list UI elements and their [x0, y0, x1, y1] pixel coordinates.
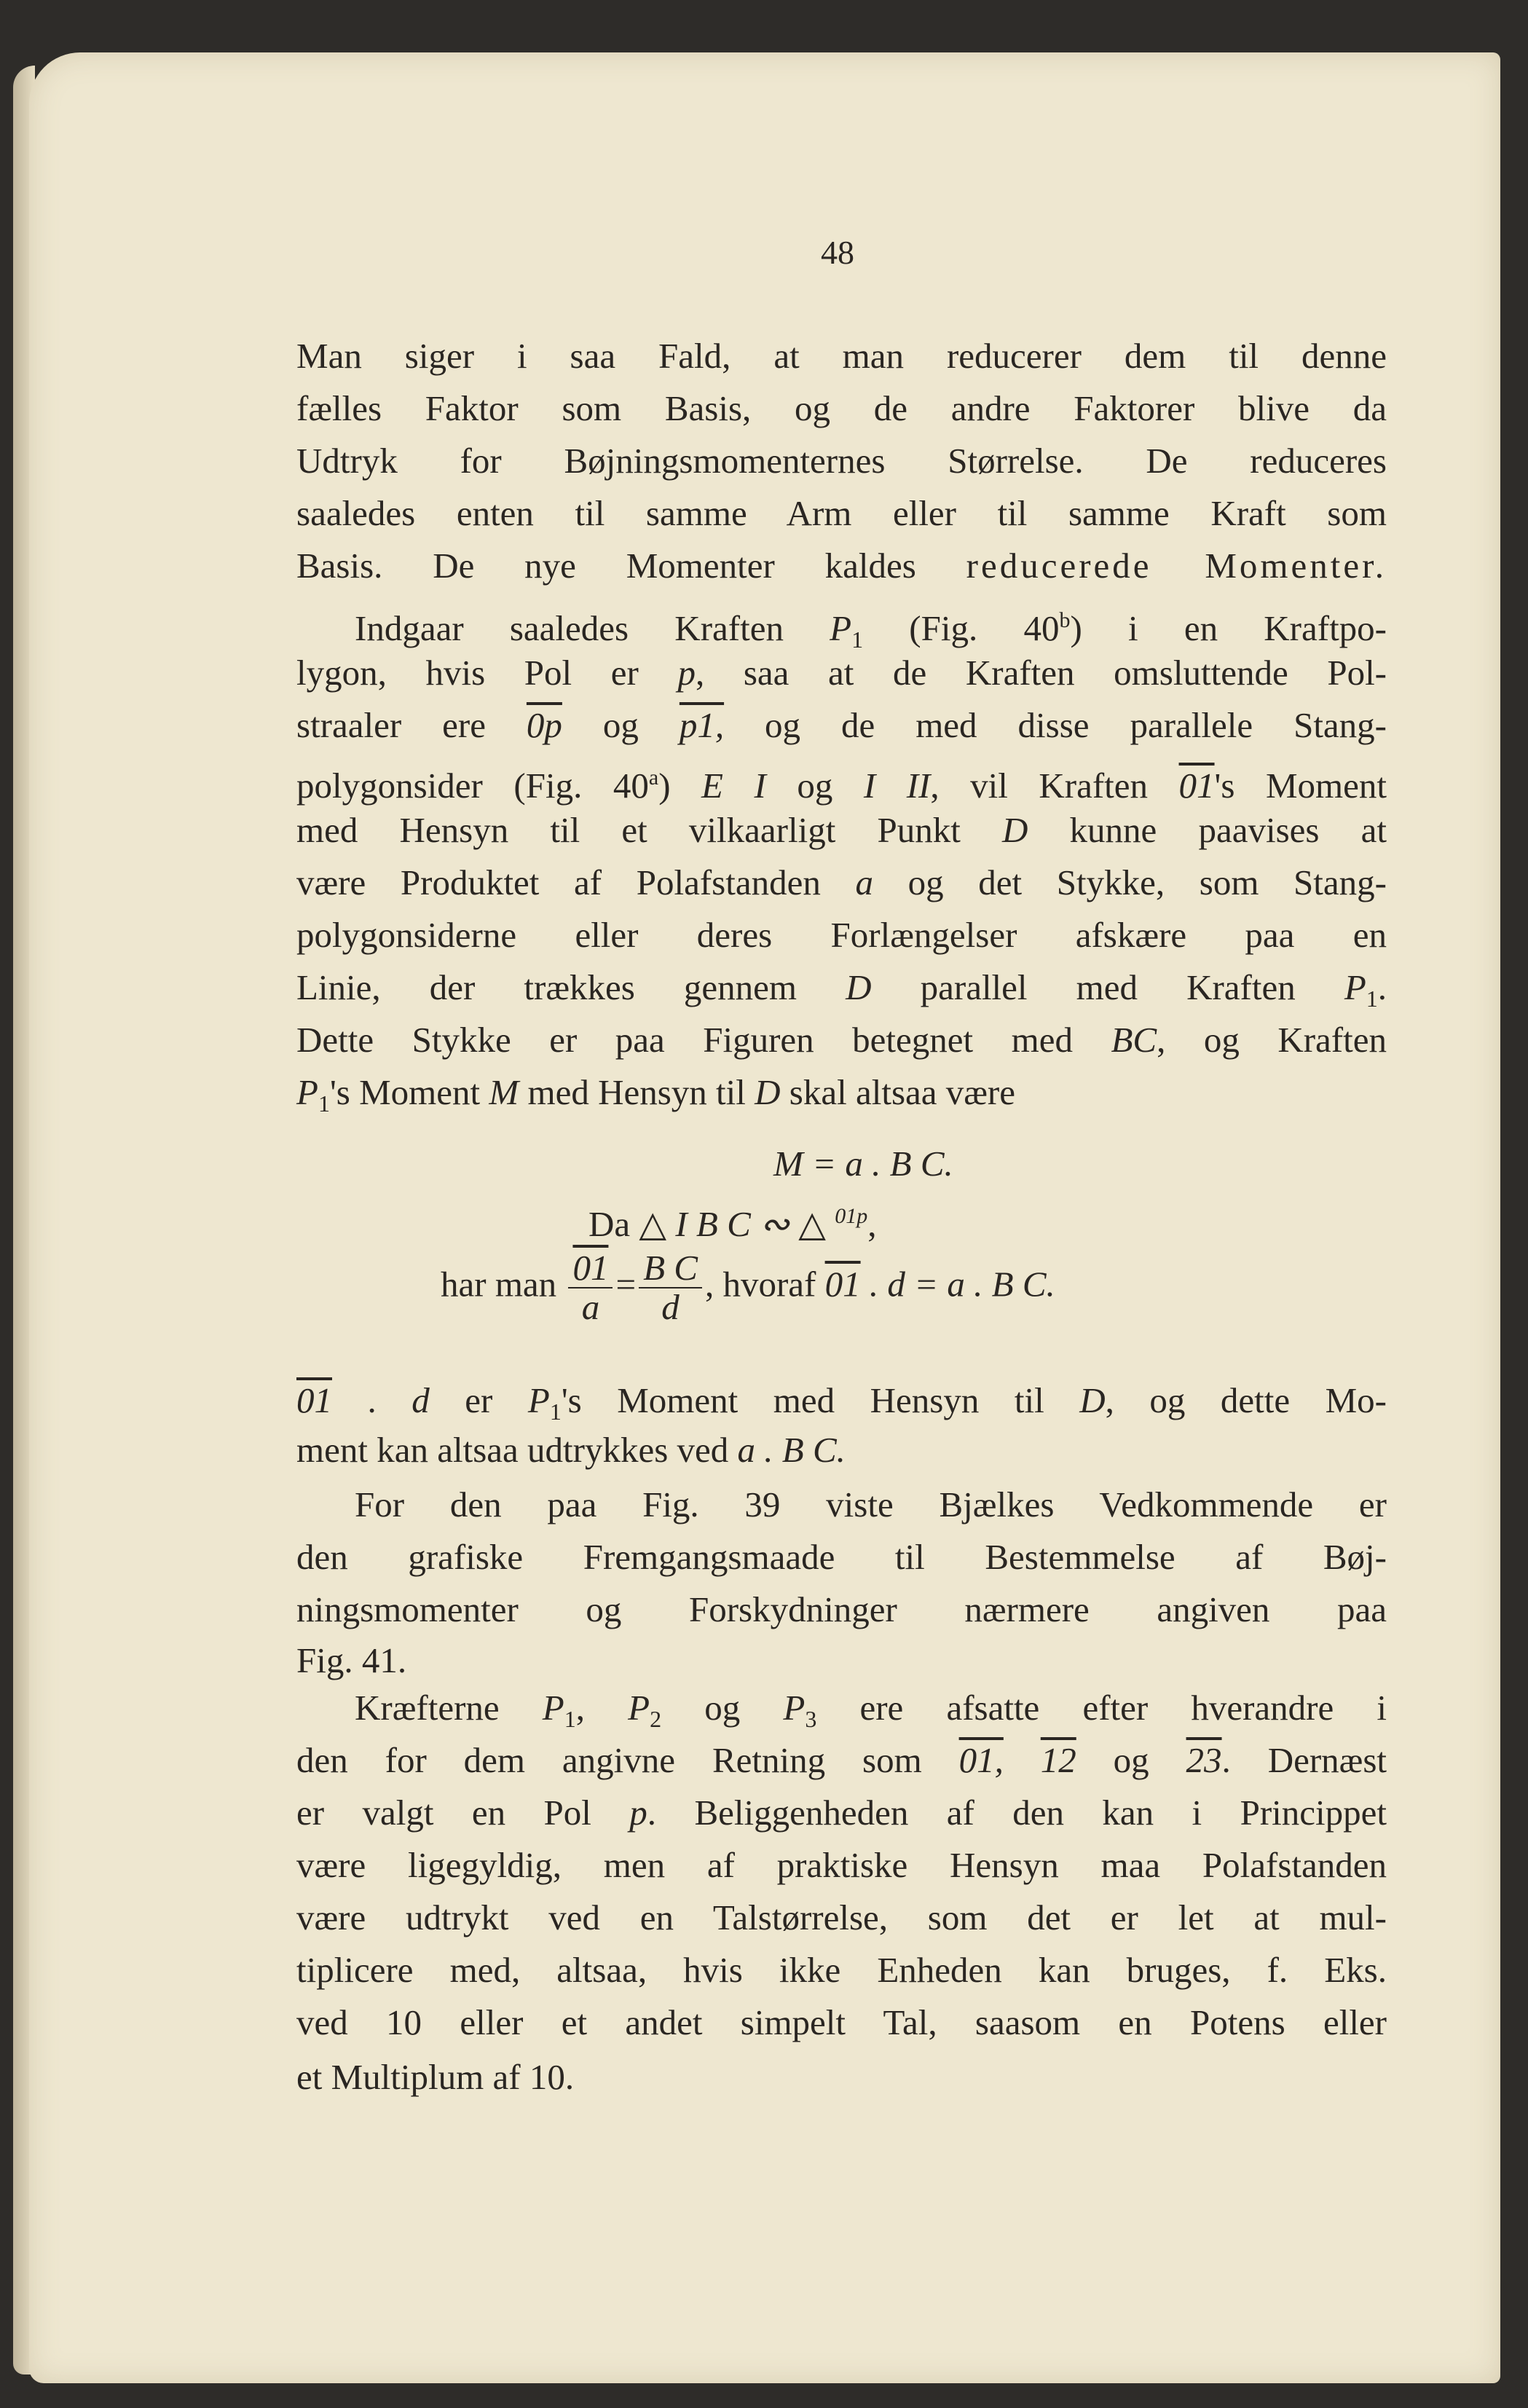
text-line: [296, 334, 1387, 378]
text-span: være udtrykt ved en Talstørrelse, som det er let at mul-: [296, 1897, 1387, 1937]
text-span: 's Moment med Hensyn til: [561, 1380, 1080, 1420]
text-span: [1004, 1740, 1041, 1780]
text-span: polygonsider (Fig. 40: [296, 766, 649, 806]
text-span: P: [1344, 967, 1366, 1007]
eq-triangles: △ I B C ∾ △: [639, 1204, 835, 1244]
text-span: 01,: [958, 1740, 1004, 1780]
eq-sup: 01p: [835, 1204, 868, 1228]
text-span: d: [411, 1380, 430, 1420]
equals: =: [615, 1264, 637, 1305]
text-span: ved 10 eller et andet simpelt Tal, saasom en Potens eller: [296, 2002, 1387, 2042]
text-line: [355, 1686, 1387, 1741]
text-span: 's Moment: [1214, 766, 1387, 806]
text-span: skal altsaa være: [780, 1072, 1016, 1112]
text-span: et Multiplum af 10.: [296, 2057, 575, 2097]
text-line: [296, 1588, 1387, 1632]
page-number: 48: [821, 234, 854, 271]
text-span: kunne paavises at: [1028, 810, 1387, 850]
text-span: Indgaar saaledes Kraften: [355, 608, 830, 648]
text-span: D: [1002, 810, 1028, 850]
text-span: 01: [1178, 766, 1215, 806]
text-span: D: [755, 1072, 781, 1112]
text-span: parallel med Kraften: [871, 967, 1344, 1007]
text-span: med Hensyn til: [519, 1072, 755, 1112]
eq-mid: , hvoraf: [704, 1264, 825, 1305]
text-span: ): [658, 766, 702, 806]
text-span: P: [783, 1688, 806, 1728]
text-span: , saa at de Kraften omsluttende Pol-: [695, 653, 1387, 693]
text-span: D: [1079, 1380, 1106, 1420]
text-span: fælles Faktor som Basis, og de andre Faktorer blive da: [296, 388, 1387, 428]
text-span: reducerede Momenter.: [966, 546, 1387, 586]
text-line: [296, 2055, 1387, 2099]
text-span: a: [648, 766, 659, 790]
text-line: [296, 861, 1387, 905]
text-span: I II: [863, 766, 931, 806]
text-span: lygon, hvis Pol er: [296, 653, 678, 693]
text-span: P: [296, 1072, 318, 1112]
text-span: ere afsatte efter hverandre i: [816, 1688, 1387, 1728]
text-span: den for dem angivne Retning som: [296, 1740, 959, 1780]
text-span: ,: [575, 1688, 629, 1728]
text-span: 1: [549, 1398, 562, 1425]
text-line: [296, 1379, 1387, 1433]
text-span: er valgt en Pol: [296, 1793, 630, 1833]
text-line: [296, 1739, 1387, 1782]
text-span: og det Stykke, som Stang-: [873, 862, 1387, 902]
text-span: 1: [1366, 985, 1378, 1012]
text-line: [296, 808, 1387, 852]
eq-prefix: har man: [441, 1264, 557, 1305]
text-span: den grafiske Fremgangsmaade til Bestemmelse af Bøj-: [296, 1537, 1387, 1577]
text-span: P: [628, 1688, 650, 1728]
text-span: , og Kraften: [1157, 1020, 1387, 1060]
numerator: 01: [568, 1249, 613, 1288]
text-span: Linie, der trækkes gennem: [296, 967, 846, 1007]
text-span: og: [562, 705, 680, 745]
text-span: Fig. 41.: [296, 1640, 407, 1680]
text-line: [296, 1428, 1387, 1472]
eq-overline: 01: [824, 1264, 861, 1305]
equation-similar-triangles: [588, 1195, 877, 1246]
text-span: straaler ere: [296, 705, 527, 745]
text-span: . Beliggenheden af den kan i Princippet: [647, 1793, 1387, 1833]
text-span: P: [830, 608, 852, 648]
text-span: BC: [1111, 1020, 1157, 1060]
text-line: [296, 913, 1387, 957]
text-span: .: [1377, 967, 1387, 1007]
text-span: p: [629, 1793, 647, 1833]
text-line: [296, 2001, 1387, 2045]
text-span: saaledes enten til samme Arm eller til samme Kraft som: [296, 493, 1387, 533]
text-line: [296, 1639, 1387, 1683]
text-span: 1: [318, 1090, 330, 1117]
fraction-01-over-a: [568, 1249, 613, 1326]
text-span: 1: [564, 1706, 576, 1732]
text-line: [296, 439, 1387, 483]
text-line: [296, 651, 1387, 695]
text-span: For den paa Fig. 39 viste Bjælkes Vedkommende er: [355, 1484, 1387, 1524]
text-line: [296, 1948, 1387, 1992]
text-span: være Produktet af Polafstanden: [296, 862, 856, 902]
numerator: B C: [639, 1249, 702, 1288]
text-span: er: [429, 1380, 528, 1420]
text-span: polygonsiderne eller deres Forlængelser afskære paa en: [296, 915, 1387, 955]
denominator: a: [581, 1287, 600, 1327]
denominator: d: [661, 1287, 680, 1327]
text-line: [296, 544, 1387, 588]
text-span: 0p: [526, 705, 562, 745]
text-span: og: [765, 766, 864, 806]
text-span: Dette Stykke er paa Figuren betegnet med: [296, 1020, 1111, 1060]
text-line: [296, 1896, 1387, 1940]
text-line: [296, 1791, 1387, 1835]
text-span: (Fig. 40: [863, 608, 1060, 648]
text-span: 2: [650, 1706, 662, 1732]
text-span: .: [332, 1380, 412, 1420]
text-span: være ligegyldig, men af praktiske Hensyn maa Polafstanden: [296, 1845, 1387, 1885]
text-span: Man siger i saa Fald, at man reducerer dem til denne: [296, 336, 1387, 376]
text-span: p1,: [679, 705, 725, 745]
eq-rest: . d = a . B C.: [860, 1264, 1055, 1305]
text-span: Basis. De nye Momenter kaldes: [296, 546, 966, 586]
text-span: a . B C.: [737, 1430, 846, 1470]
text-span: med Hensyn til et vilkaarligt Punkt: [296, 810, 1002, 850]
text-span: ment kan altsaa udtrykkes ved: [296, 1430, 738, 1470]
text-span: 12: [1040, 1740, 1076, 1780]
text-span: og de med disse parallele Stang-: [724, 705, 1387, 745]
text-line: [296, 1018, 1387, 1062]
text-line: [296, 387, 1387, 430]
text-line: [296, 492, 1387, 535]
text-span: P: [527, 1380, 550, 1420]
text-span: Udtryk for Bøjningsmomenternes Størrelse. De reduceres: [296, 441, 1387, 481]
text-span: b: [1059, 608, 1071, 632]
equation-moment: M = a . B C.: [773, 1144, 953, 1184]
text-span: , vil Kraften: [930, 766, 1179, 806]
text-span: Kræfterne: [355, 1688, 543, 1728]
text-span: tiplicere med, altsaa, hvis ikke Enheden kan bruges, f. Eks.: [296, 1950, 1387, 1990]
text-span: og: [661, 1688, 784, 1728]
text-span: ningsmomenter og Forskydninger nærmere angiven paa: [296, 1589, 1387, 1629]
text-line: [296, 966, 1387, 1020]
text-span: E I: [701, 766, 766, 806]
text-span: a: [855, 862, 873, 902]
text-span: P: [542, 1688, 564, 1728]
text-line: [296, 1844, 1387, 1887]
text-span: 01: [296, 1380, 332, 1420]
text-span: D: [846, 967, 872, 1007]
text-span: M: [489, 1072, 519, 1112]
eq-prefix: Da: [588, 1204, 631, 1244]
fraction-bc-over-d: [639, 1249, 702, 1326]
text-line: [355, 1483, 1387, 1527]
text-span: 1: [851, 626, 864, 653]
text-span: p: [677, 653, 696, 693]
text-span: 23: [1186, 1740, 1222, 1780]
text-line: [296, 704, 1387, 747]
text-line: [296, 756, 1387, 808]
equation-ratio: [441, 1249, 1055, 1326]
text-span: ) i en Kraftpo-: [1070, 608, 1387, 648]
text-span: og: [1076, 1740, 1186, 1780]
text-line: [296, 1535, 1387, 1579]
text-line: [296, 1071, 1387, 1125]
eq-comma: ,: [867, 1204, 877, 1244]
text-span: 's Moment: [329, 1072, 489, 1112]
text-span: , og dette Mo-: [1105, 1380, 1387, 1420]
text-span: 3: [805, 1706, 817, 1732]
text-span: . Dernæst: [1221, 1740, 1387, 1780]
